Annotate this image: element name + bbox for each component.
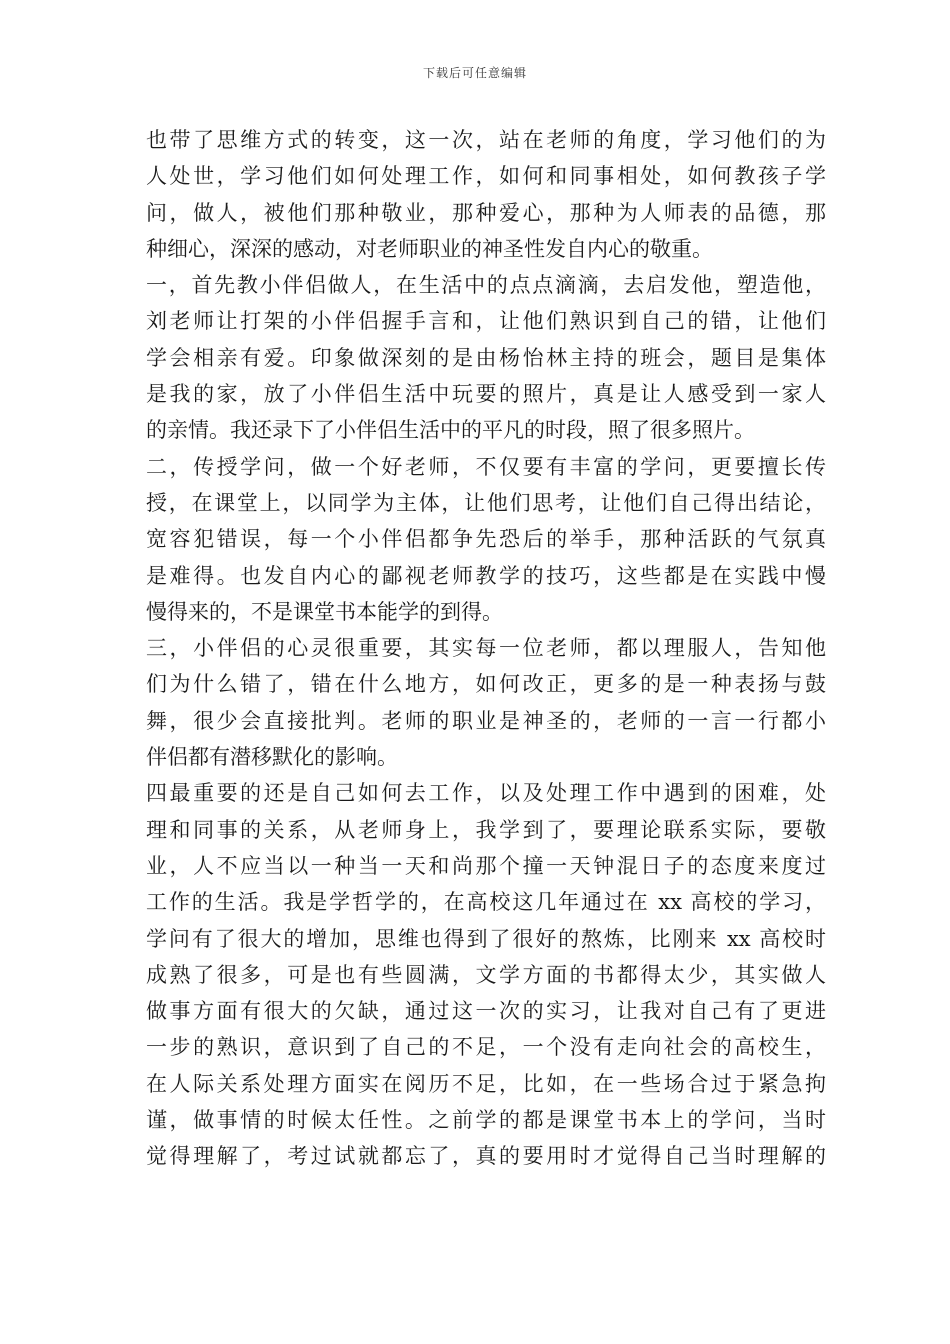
text-line: 三，小伴侣的心灵很重要，其实每一位老师，都以理服人，告知他 xyxy=(146,636,826,661)
text-line: 也带了思维方式的转变，这一次，站在老师的角度，学习他们的为 xyxy=(146,128,826,152)
text-line: 一步的熟识，意识到了自己的不足，一个没有走向社会的高校生， xyxy=(146,1035,826,1060)
text-line: 四最重要的还是自己如何去工作，以及处理工作中遇到的困难，处 xyxy=(146,781,826,806)
text-line: 学问有了很大的增加，思维也得到了很好的熬炼，比刚来 xx 高校时 xyxy=(146,926,826,951)
text-line: 们为什么错了，错在什么地方，如何改正，更多的是一种表扬与鼓 xyxy=(146,672,826,697)
text-line: 谨，做事情的时候太任性。之前学的都是课堂书本上的学问，当时 xyxy=(146,1108,826,1133)
text-line: 种细心，深深的感动，对老师职业的神圣性发自内心的敬重。 xyxy=(146,236,713,261)
text-line: 刘老师让打架的小伴侣握手言和，让他们熟识到自己的错，让他们 xyxy=(146,309,826,334)
text-line: 的亲情。我还录下了小伴侣生活中的平凡的时段，照了很多照片。 xyxy=(146,418,755,443)
text-line: 理和同事的关系，从老师身上，我学到了，要理论联系实际，要敬 xyxy=(146,817,826,842)
text-line: 二，传授学问，做一个好老师，不仅要有丰富的学问，更要擅长传 xyxy=(146,454,826,479)
text-line: 做事方面有很大的欠缺，通过这一次的实习，让我对自己有了更进 xyxy=(146,999,826,1024)
text-line: 舞，很少会直接批判。老师的职业是神圣的，老师的一言一行都小 xyxy=(146,708,826,733)
text-line: 在人际关系处理方面实在阅历不足，比如，在一些场合过于紧急拘 xyxy=(146,1071,826,1096)
text-line: 人处世，学习他们如何处理工作，如何和同事相处，如何教孩子学 xyxy=(146,164,826,189)
text-line: 宽容犯错误，每一个小伴侣都争先恐后的举手，那种活跃的气氛真 xyxy=(146,527,826,552)
text-line: 是我的家，放了小伴侣生活中玩要的照片，真是让人感受到一家人 xyxy=(146,382,826,407)
document-body xyxy=(146,122,826,1175)
text-line: 学会相亲有爱。印象做深刻的是由杨怡林主持的班会，题目是集体 xyxy=(146,345,826,370)
text-line: 授，在课堂上，以同学为主体，让他们思考，让他们自己得出结论， xyxy=(146,490,826,515)
text-line: 业，人不应当以一种当一天和尚那个撞一天钟混日子的态度来度过 xyxy=(146,853,826,878)
page-header: 下载后可任意编辑 xyxy=(422,66,527,80)
text-line: 是难得。也发自内心的鄙视老师教学的技巧，这些都是在实践中慢 xyxy=(146,563,826,588)
text-line: 工作的生活。我是学哲学的，在高校这几年通过在 xx 高校的学习， xyxy=(146,890,826,915)
text-line: 问，做人，被他们那种敬业，那种爱心，那种为人师表的品德，那 xyxy=(146,200,826,225)
text-line: 慢得来的，不是课堂书本能学的到得。 xyxy=(146,599,503,624)
text-line: 一，首先教小伴侣做人，在生活中的点点滴滴，去启发他，塑造他， xyxy=(146,273,826,298)
text-line: 成熟了很多，可是也有些圆满，文学方面的书都得太少，其实做人 xyxy=(146,962,826,987)
text-line: 伴侣都有潜移默化的影响。 xyxy=(146,745,398,770)
text-line: 觉得理解了，考过试就都忘了，真的要用时才觉得自己当时理解的 xyxy=(146,1144,826,1169)
